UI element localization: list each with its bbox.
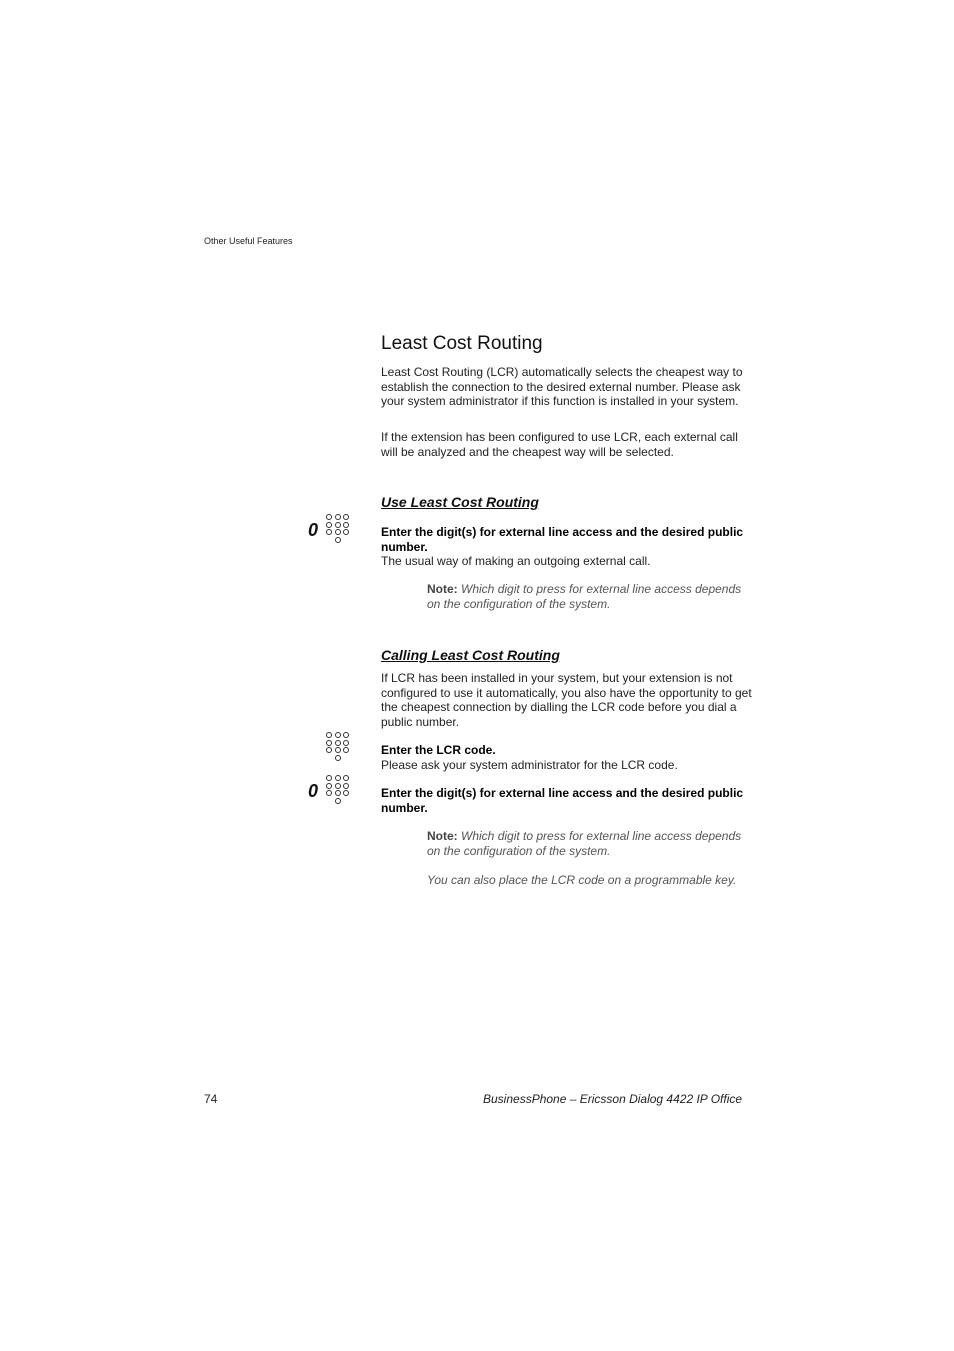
section-heading-use: Use Least Cost Routing [381, 494, 539, 510]
page-title: Least Cost Routing [381, 333, 543, 354]
note-external-access [427, 582, 757, 612]
step-description: The usual way of making an outgoing external call. [381, 554, 651, 568]
step-dial-external [381, 525, 753, 569]
note-external-access-lcr [427, 829, 757, 859]
intro-paragraph-2: If the extension has been configured to use LCR, each external call will be analyzed and the cheapest way will be selected. [381, 430, 738, 459]
digit-zero: 0 [308, 520, 319, 540]
note-text: Which digit to press for external line access depends on the configuration of the system. [427, 582, 742, 611]
page-number: 74 [204, 1092, 218, 1106]
note-label: Note: [427, 582, 458, 596]
section-heading-calling: Calling Least Cost Routing [381, 647, 560, 663]
note-programmable-key: You can also place the LCR code on a programmable key. [427, 873, 737, 887]
step-dial-external-lcr [381, 786, 753, 815]
running-header: Other Useful Features [204, 236, 293, 246]
step-instruction: Enter the digit(s) for external line access and the desired public number. [381, 786, 744, 815]
product-name: BusinessPhone – Ericsson Dialog 4422 IP Office [483, 1092, 743, 1106]
keypad-icon [326, 775, 350, 804]
note-label: Note: [427, 829, 458, 843]
digit-zero: 0 [308, 781, 319, 801]
keypad-icon [326, 732, 350, 761]
intro-paragraph-1: Least Cost Routing (LCR) automatically selects the cheapest way to establish the connection to the desired external number. Please ask your system administrator if this function is installed in your system. [381, 365, 743, 408]
step-instruction: Enter the LCR code. [381, 743, 496, 757]
keypad-icon [326, 514, 350, 543]
step-instruction: Enter the digit(s) for external line access and the desired public number. [381, 525, 744, 554]
step-description: Please ask your system administrator for the LCR code. [381, 757, 678, 772]
calling-intro: If LCR has been installed in your system, but your extension is not configured to use it automatically, you also have the opportunity to get the cheapest connection by dialling the LCR code before you dial a public number. [381, 671, 752, 729]
step-enter-lcr-code [381, 743, 753, 772]
note-text: Which digit to press for external line access depends on the configuration of the system. [427, 829, 742, 858]
